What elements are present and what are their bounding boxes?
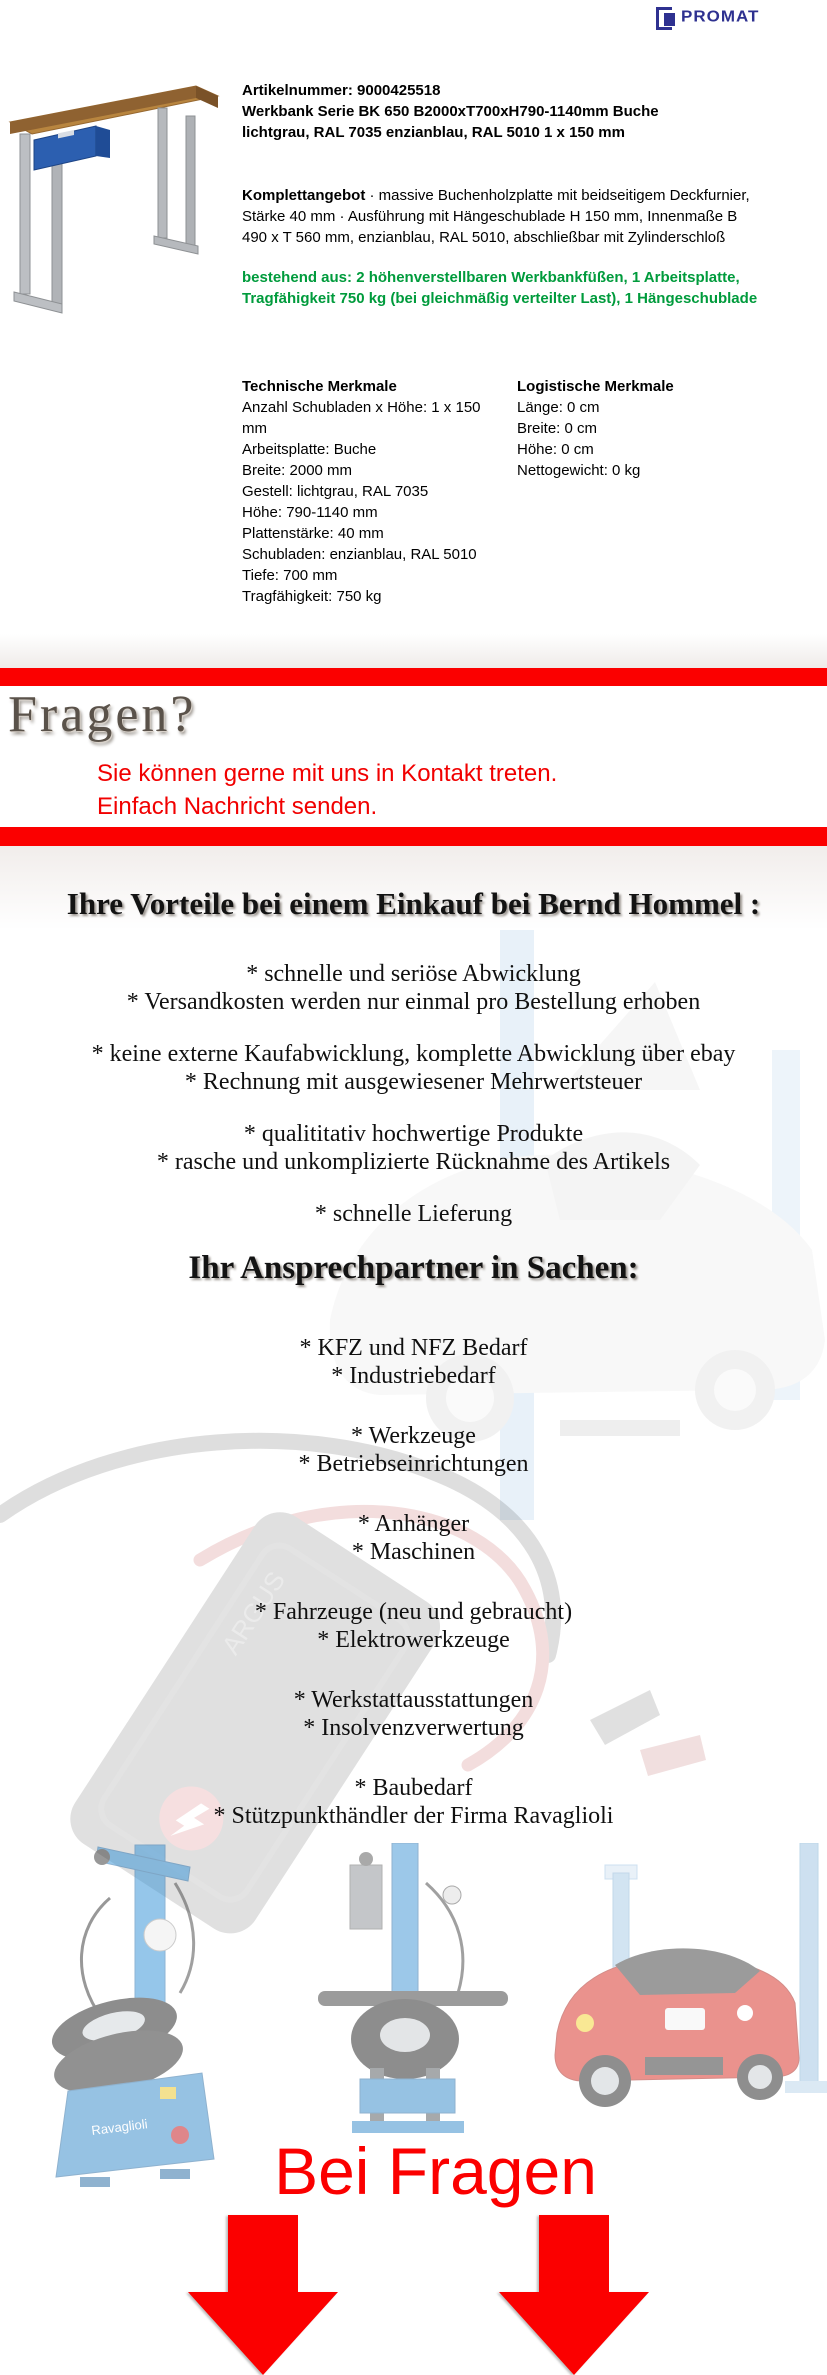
wheel-lift-image xyxy=(318,1843,508,2133)
cta-text: Bei Fragen xyxy=(274,2134,597,2208)
contact-heading: Fragen? xyxy=(8,686,197,743)
promat-logo-icon xyxy=(656,7,676,27)
product-article-number: Artikelnummer: 9000425518 xyxy=(242,82,441,99)
list-line: * Versandkosten werden nur einmal pro Bestellung erhoben xyxy=(126,989,701,1015)
services-group xyxy=(0,1422,827,1478)
list-line: * schnelle und seriöse Abwicklung xyxy=(246,961,581,987)
list-line: * Werkzeuge xyxy=(351,1423,476,1449)
contact-line: Sie können gerne mit uns in Kontakt treten. xyxy=(97,760,558,787)
list-line: * Maschinen xyxy=(351,1539,476,1565)
product-text-block xyxy=(242,80,762,309)
tire-changer-image xyxy=(40,1845,214,2187)
services-group xyxy=(0,1686,827,1742)
services-heading: Ihr Ansprechpartner in Sachen: xyxy=(188,1250,639,1286)
spec-row: Nettogewicht: 0 kg xyxy=(517,462,641,479)
workbench-product-photo xyxy=(8,56,220,320)
technical-specs xyxy=(242,376,494,607)
benefits-group xyxy=(0,1040,827,1096)
spec-row: Schubladen: enzianblau, RAL 5010 xyxy=(242,546,477,563)
race-car-image xyxy=(555,1843,827,2107)
down-arrow-right xyxy=(499,2215,649,2375)
product-title-line: lichtgrau, RAL 7035 enzianblau, RAL 5010 1 x 150 mm xyxy=(242,124,625,141)
spec-row: Anzahl Schubladen x Höhe: 1 x 150 mm xyxy=(242,399,481,437)
red-divider-bottom xyxy=(0,827,827,846)
benefits-group xyxy=(0,1200,827,1228)
product-description xyxy=(242,185,762,248)
spec-row: Gestell: lichtgrau, RAL 7035 xyxy=(242,483,429,500)
offer-lead: Komplettangebot xyxy=(242,187,366,204)
benefits-heading: Ihre Vorteile bei einem Einkauf bei Bernd Hommel : xyxy=(66,886,761,921)
spec-row: Tiefe: 700 mm xyxy=(242,567,338,584)
spec-row: Tragfähigkeit: 750 kg xyxy=(242,588,382,605)
benefits-group xyxy=(0,960,827,1016)
device-brand-label: ARGUS xyxy=(215,1565,292,1660)
spec-row: Plattenstärke: 40 mm xyxy=(242,525,384,542)
logistics-specs-heading: Logistische Merkmale xyxy=(517,378,674,395)
spec-row: Breite: 0 cm xyxy=(517,420,598,437)
list-line: * Insolvenzverwertung xyxy=(303,1715,524,1741)
list-line: * Rechnung mit ausgewiesener Mehrwertsteuer xyxy=(184,1069,643,1095)
benefits-list xyxy=(0,960,827,1252)
logistics-specs-rows xyxy=(517,397,757,481)
down-arrow-left xyxy=(188,2215,338,2375)
services-group xyxy=(0,1510,827,1566)
list-line: * keine externe Kaufabwicklung, komplette Abwicklung über ebay xyxy=(91,1041,736,1067)
product-included-text: bestehend aus: 2 höhenverstellbaren Werkbankfüßen, 1 Arbeitsplatte, Tragfähigkeit 750 kg (bei gleichmäßig verteilter Last), 1 Hängeschublade xyxy=(242,269,758,307)
list-line: * KFZ und NFZ Bedarf xyxy=(299,1335,528,1361)
benefits-group xyxy=(0,1120,827,1176)
list-line: * Betriebseinrichtungen xyxy=(298,1451,529,1477)
light-band-top xyxy=(0,634,827,668)
product-title-line: Werkbank Serie BK 650 B2000xT700xH790-1140mm Buche xyxy=(242,103,659,120)
list-line: * qualititativ hochwertige Produkte xyxy=(243,1121,584,1147)
list-line: * Anhänger xyxy=(357,1511,470,1537)
spec-row: Arbeitsplatte: Buche xyxy=(242,441,377,458)
list-line: * Fahrzeuge (neu und gebraucht) xyxy=(254,1599,573,1625)
list-line: * Werkstattausstattungen xyxy=(293,1687,534,1713)
logistics-specs xyxy=(517,376,757,481)
services-group xyxy=(0,1598,827,1654)
technical-specs-heading: Technische Merkmale xyxy=(242,378,397,395)
spec-row: Länge: 0 cm xyxy=(517,399,600,416)
spec-row: Höhe: 790-1140 mm xyxy=(242,504,378,521)
contact-line: Einfach Nachricht senden. xyxy=(97,793,378,820)
list-line: * Baubedarf xyxy=(354,1775,473,1801)
technical-specs-rows xyxy=(242,397,494,607)
services-list xyxy=(0,1334,827,1862)
list-line: * Stützpunkthändler der Firma Ravaglioli xyxy=(213,1803,614,1829)
promat-logo-text: PROMAT xyxy=(681,7,760,26)
red-divider-top xyxy=(0,668,827,686)
spec-row: Höhe: 0 cm xyxy=(517,441,594,458)
spec-row: Breite: 2000 mm xyxy=(242,462,353,479)
services-group xyxy=(0,1774,827,1830)
contact-text xyxy=(97,757,557,823)
list-line: * Elektrowerkzeuge xyxy=(317,1627,510,1653)
list-line: * Industriebedarf xyxy=(331,1363,496,1389)
machine-brand-label: Ravaglioli xyxy=(90,2116,149,2138)
promat-logo xyxy=(656,7,759,27)
list-line: * rasche und unkomplizierte Rücknahme des Artikels xyxy=(156,1149,671,1175)
list-line: * schnelle Lieferung xyxy=(314,1201,513,1227)
product-title xyxy=(242,80,762,143)
offer-text: · massive Buchenholzplatte mit beidseitigem Deckfurnier, Stärke 40 mm · Ausführung mit Hängeschublade H 150 mm, Innenmaße B 490 x T 560 mm, enzianblau, RAL 5010, abschließbar mit Zylinderschloß xyxy=(242,187,750,246)
services-group xyxy=(0,1334,827,1390)
